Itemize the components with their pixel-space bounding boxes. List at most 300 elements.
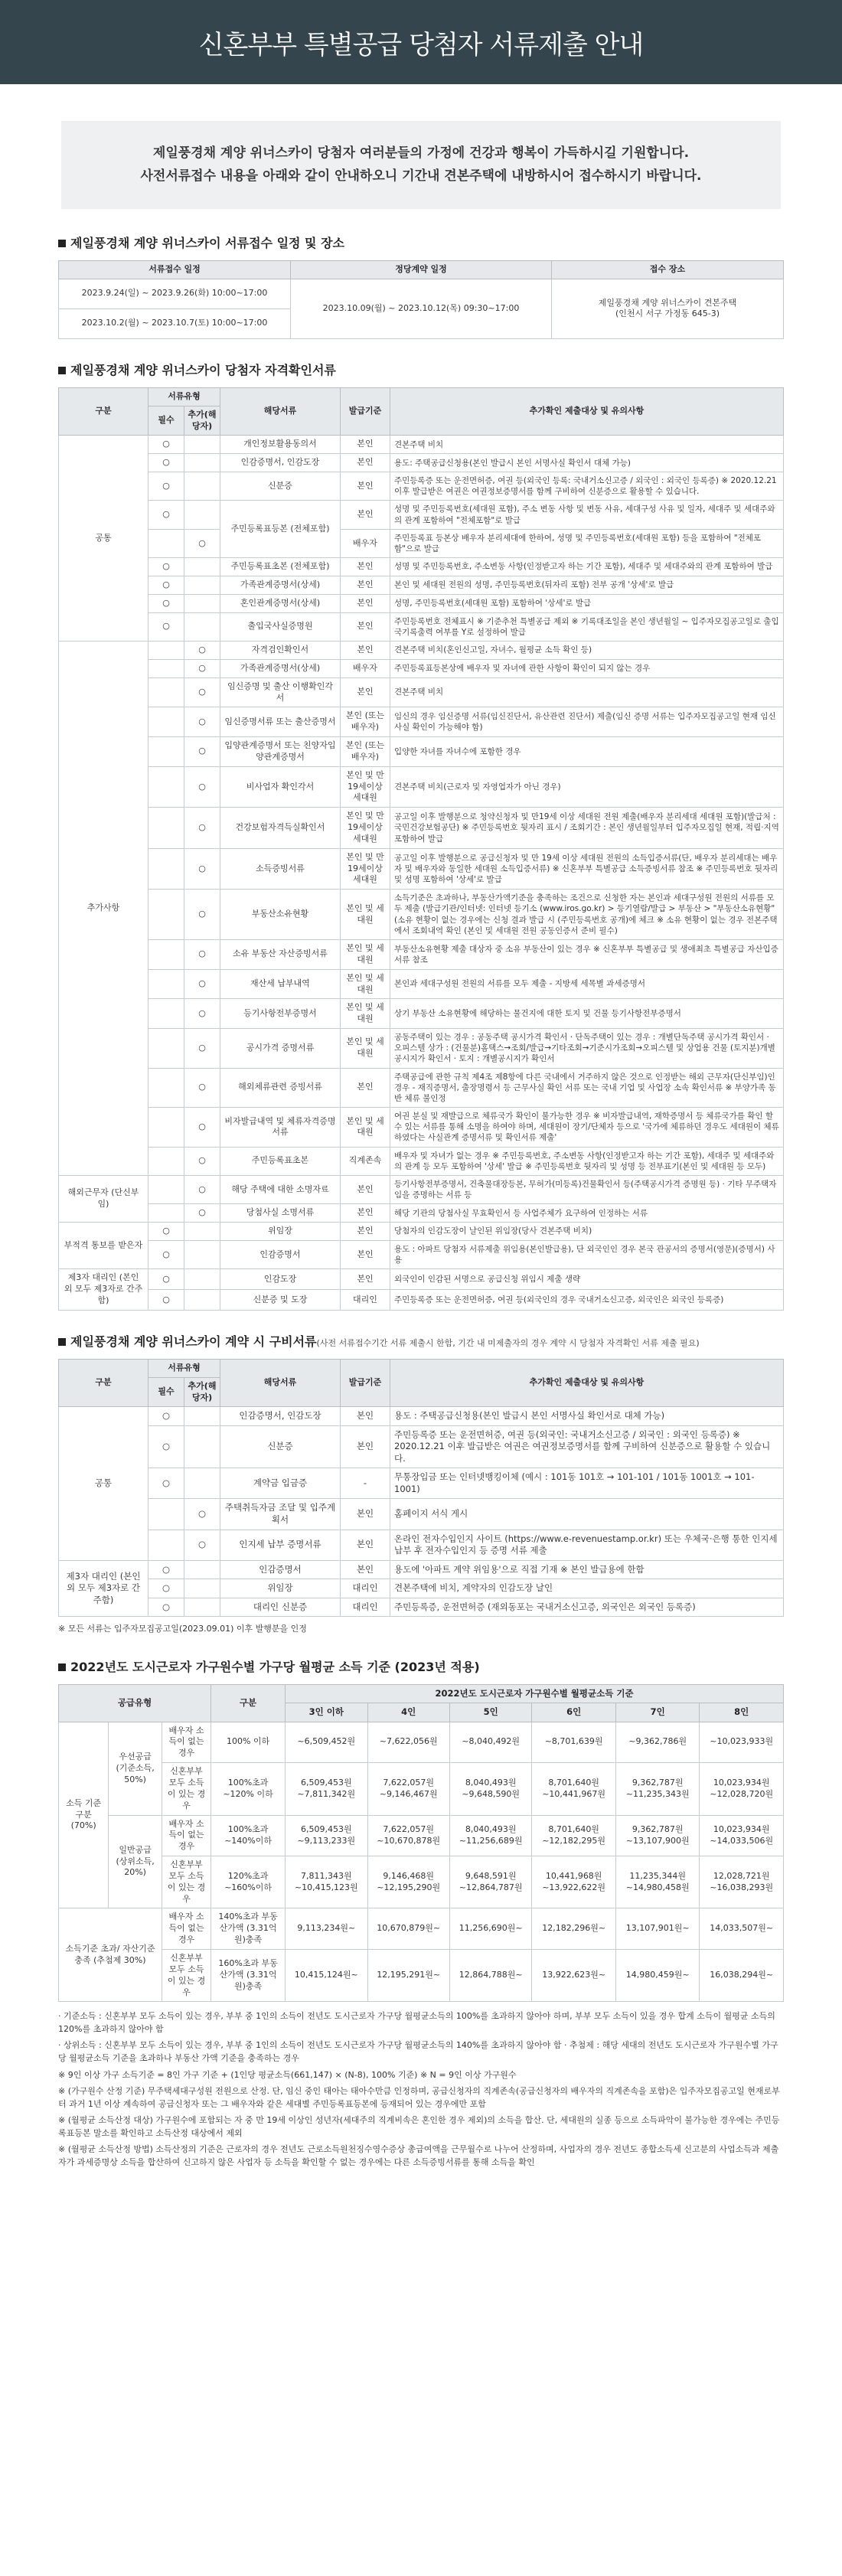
place-line: 제일풍경채 계양 위너스카이 견본주택 xyxy=(598,297,737,308)
required-mark xyxy=(148,529,184,557)
condition-cell: 배우자 소득이 없는 경우 xyxy=(162,1815,210,1856)
issue-basis: 본인 xyxy=(341,1269,390,1290)
required-mark xyxy=(148,1175,184,1203)
note-cell: 견본주택 비치 xyxy=(390,436,784,454)
col-header: 서류유형 xyxy=(148,387,220,406)
col-header: 공급유형 xyxy=(59,1684,211,1722)
document-name: 혼인관계증명서(상세) xyxy=(220,594,341,612)
optional-mark xyxy=(184,612,220,641)
col-subheader: 필수 xyxy=(148,1377,184,1407)
col-header: 정당계약 일정 xyxy=(291,261,552,279)
optional-mark: ○ xyxy=(184,766,220,808)
optional-mark xyxy=(184,472,220,501)
table-row xyxy=(59,1815,784,1856)
income-value: ~7,622,056원 xyxy=(367,1722,449,1763)
schedule-cell: 2023.9.24(일) ~ 2023.9.26(화) 10:00~17:00 xyxy=(59,279,291,309)
issue-basis: 본인 xyxy=(341,1407,390,1426)
optional-mark: ○ xyxy=(184,529,220,557)
col-subheader: 추가(해당자) xyxy=(184,406,220,436)
note-cell: 견본주택 비치 xyxy=(390,677,784,707)
document-name: 인지세 납부 증명서류 xyxy=(220,1530,341,1560)
required-mark xyxy=(148,1204,184,1223)
issue-basis: 본인 및 만 19세이상 세대원 xyxy=(341,808,390,849)
percent-cell: 120%초과~160%이하 xyxy=(211,1856,286,1908)
optional-mark: ○ xyxy=(184,848,220,890)
issue-basis: 본인 xyxy=(341,1240,390,1268)
document-name: 재산세 납부내역 xyxy=(220,969,341,999)
group-cell: 제3자 대리인 (본인 외 모두 제3자로 간주함) xyxy=(59,1269,148,1311)
optional-mark xyxy=(184,594,220,612)
note-cell: 주민등록증 또는 운전면허증, 여권 등(외국인 등록: 국내거소신고증 / 외국인 : 외국인 등록증) ※ 2020.12.21 이후 발급받은 여권은 여권정보증명서를 함께 구비하여 신분증으로 활용할 수 있습니다. xyxy=(390,472,784,501)
issue-basis: 대리인 xyxy=(341,1598,390,1617)
income-value: ~8,040,492원 xyxy=(449,1722,531,1763)
note-cell: 공고일 이후 발행분으로 공급신청자 및 만 19세 이상 세대원 전원의 소득입증서류(단, 배우자 분리세대는 배우자 및 배우자와 동일한 세대원 소득입증서류) ※ 신혼부부 특별공급 소득증빙서류 참조 ※ 주민등록번호 뒷자리 및 성명 포함하여 '상세'로 발급 xyxy=(390,848,784,890)
required-mark xyxy=(148,1530,184,1560)
income-value: 12,182,296원~ xyxy=(532,1908,616,1950)
optional-mark xyxy=(184,1468,220,1499)
note-cell: 성명 및 주민등록번호, 주소변동 사항(인정받고자 하는 기간 포함), 세대주 및 세대주와의 관계 포함하여 발급 xyxy=(390,558,784,576)
required-mark: ○ xyxy=(148,594,184,612)
section-title-text: 제일풍경채 계양 위너스카이 서류접수 일정 및 장소 xyxy=(70,236,344,250)
required-mark: ○ xyxy=(148,1425,184,1468)
issue-basis: 본인 xyxy=(341,501,390,529)
household-size-header: 8인 xyxy=(700,1703,784,1722)
income-value: ~10,023,933원 xyxy=(700,1722,784,1763)
note-cell: 당첨자의 인감도장이 날인된 위임장(당사 견본주택 비치) xyxy=(390,1223,784,1241)
income-note: ※ (가구원수 산정 기준) 무주택세대구성원 전원으로 산정. 단, 임신 중인 태아는 태아수만큼 인정하며, 공급신청자의 직계존속(공급신청자의 배우자의 직계존속을 포함)은 입주자모집공고일 현재로부터 과거 1년 이상 계속하여 공급신청자 또는 그 배우자와 같은 세대별 주민등록표등본에 등재되어 있는 경우에만 포함 xyxy=(58,2085,780,2109)
col-header: 추가확인 제출대상 및 유의사항 xyxy=(390,1359,784,1407)
income-note: ※ (월평균 소득산정 방법) 소득산정의 기준은 근로자의 경우 전년도 근로소득원천징수영수증상 총급여액을 근무월수로 나누어 산정하며, 사업자의 경우 전년도 종합소득세 신고분의 사업소득과 제출자가 과세증명상 소득을 합산하여 신고하지 않은 사업자 등 소득을 확인할 수 없는 경우에는 다른 소득증빙서류를 통해 소득을 확인 xyxy=(58,2143,779,2167)
note-cell: 여권 분실 및 재발급으로 체류국가 확인이 불가능한 경우 ※ 비자발급내역, 재학증명서 등 체류국가를 확인 할 수 있는 서류를 통해 소명을 하여야 하며, 세대원이 장기/단체자 등으로 '국가에 체류하던 경우도 세대원이 체류하였다는 사실관계 증명서류 및 확인서류 제출' xyxy=(390,1108,784,1148)
table-row xyxy=(59,436,784,454)
note-cell: 입양한 자녀를 자녀수에 포함한 경우 xyxy=(390,737,784,767)
document-name: 부동산소유현황 xyxy=(220,890,341,940)
document-name: 임신증명서류 또는 출산증명서 xyxy=(220,707,341,737)
note-cell: 홈페이지 서식 게시 xyxy=(390,1499,784,1530)
required-mark xyxy=(148,766,184,808)
note-cell: 성명 및 주민등록번호(세대원 포함), 주소 변동 사항 및 변동 사유, 세대구성 사유 및 일자, 세대주 및 세대주와의 관계 포함하여 "전체포함"로 발급 xyxy=(390,501,784,529)
note-cell: 공고일 이후 발행분으로 청약신청자 및 만19세 이상 세대원 전원 제출(배우자 분리세대 세대원 포함)(발급처 : 국민건강보험공단) ※ 주민등록번호 뒷자리 표시 / 조회기간 : 본인 생년월일부터 입주자모집일 현재, 적립·지역 포함하여 발급 xyxy=(390,808,784,849)
income-value: 9,362,787원 ~13,107,900원 xyxy=(615,1815,700,1856)
table-row xyxy=(59,1290,784,1311)
supply-subtype: 일반공급 (상위소득, 20%) xyxy=(109,1815,162,1908)
household-size-header: 3인 이하 xyxy=(286,1703,367,1722)
note-cell: 용도: 주택공급신청용(본인 발급시 본인 서명사실 확인서 대체 가능) xyxy=(390,454,784,472)
condition-cell: 신혼부부 모두 소득이 있는 경우 xyxy=(162,1856,210,1908)
required-mark xyxy=(148,707,184,737)
document-name: 공시가격 증명서류 xyxy=(220,1029,341,1069)
income-value: ~9,362,786원 xyxy=(615,1722,700,1763)
required-mark xyxy=(148,677,184,707)
intro-line: 제일풍경채 계양 위너스카이 당첨자 여러분들의 가정에 건강과 행복이 가득하시길 기원합니다. xyxy=(152,145,690,161)
document-name: 비사업자 확인각서 xyxy=(220,766,341,808)
table-row xyxy=(59,890,784,940)
document-name: 건강보험자격득실확인서 xyxy=(220,808,341,849)
issue-basis: 본인 xyxy=(341,1204,390,1223)
section-title xyxy=(58,233,784,251)
issue-basis: 본인 xyxy=(341,1499,390,1530)
required-mark xyxy=(148,1108,184,1148)
required-mark: ○ xyxy=(148,576,184,594)
optional-mark xyxy=(184,1598,220,1617)
group-cell: 공통 xyxy=(59,436,148,642)
col-header: 구분 xyxy=(59,1359,148,1407)
optional-mark xyxy=(184,1240,220,1268)
supply-subtype: 우선공급 (기준소득, 50%) xyxy=(109,1722,162,1815)
issue-basis: 본인 xyxy=(341,641,390,659)
optional-mark: ○ xyxy=(184,940,220,970)
table-row xyxy=(59,1223,784,1241)
document-name: 소유 부동산 자산증빙서류 xyxy=(220,940,341,970)
document-name: 인감증명서, 인감도장 xyxy=(220,1407,341,1426)
income-value: 11,256,690원~ xyxy=(449,1908,531,1950)
optional-mark: ○ xyxy=(184,808,220,849)
required-mark xyxy=(148,1147,184,1175)
required-mark: ○ xyxy=(148,454,184,472)
qualification-docs-table xyxy=(58,387,784,1311)
required-mark: ○ xyxy=(148,1598,184,1617)
col-header: 발급기준 xyxy=(341,1359,390,1407)
document-name: 대리인 신분증 xyxy=(220,1598,341,1617)
income-note: ※ 9인 이상 가구 소득기준 = 8인 가구 기준 + (1인당 평균소득(661,147) × (N-8), 100% 기준) ※ N = 9인 이상 가구원수 xyxy=(58,2069,517,2080)
issue-basis: 본인 xyxy=(341,436,390,454)
percent-cell: 100%초과~140%이하 xyxy=(211,1815,286,1856)
table-row xyxy=(59,848,784,890)
contract-docs-section xyxy=(58,1332,784,1636)
col-subheader: 필수 xyxy=(148,406,184,436)
contract-cell: 2023.10.09(월) ~ 2023.10.12(목) 09:30~17:00 xyxy=(291,279,552,338)
table-row xyxy=(59,677,784,707)
issue-basis: 본인 xyxy=(341,1530,390,1560)
required-mark xyxy=(148,999,184,1029)
table-row xyxy=(59,707,784,737)
table-row xyxy=(59,940,784,970)
income-value: 10,415,124원~ xyxy=(286,1949,367,2001)
optional-mark xyxy=(184,1290,220,1311)
table-row xyxy=(59,1763,784,1815)
document-name: 위임장 xyxy=(220,1579,341,1598)
optional-mark xyxy=(184,558,220,576)
optional-mark xyxy=(184,1560,220,1579)
col-header: 서류접수 일정 xyxy=(59,261,291,279)
table-row xyxy=(59,1147,784,1175)
document-name: 소득증빙서류 xyxy=(220,848,341,890)
table-row xyxy=(59,1269,784,1290)
col-header: 서류유형 xyxy=(148,1359,220,1377)
issue-basis: 본인 및 만 19세이상 세대원 xyxy=(341,848,390,890)
table-row xyxy=(59,1204,784,1223)
document-name: 신분증 xyxy=(220,1425,341,1468)
note-cell: 본인 및 세대원 전원의 성명, 주민등록번호(뒤자리 포함) 전부 공개 '상세'로 발급 xyxy=(390,576,784,594)
table-row xyxy=(59,1029,784,1069)
footnote: ※ 모든 서류는 입주자모집공고일(2023.09.01) 이후 발행분을 인정 xyxy=(58,1624,307,1634)
income-value: 7,811,343원 ~10,415,123원 xyxy=(286,1856,367,1908)
income-value: 8,701,640원 ~10,441,967원 xyxy=(532,1763,616,1815)
document-name: 인감증명서 xyxy=(220,1240,341,1268)
issue-basis: 본인 xyxy=(341,1223,390,1241)
required-mark: ○ xyxy=(148,1468,184,1499)
optional-mark: ○ xyxy=(184,1108,220,1148)
income-value: 13,922,623원~ xyxy=(532,1949,616,2001)
optional-mark xyxy=(184,576,220,594)
issue-basis: 본인 xyxy=(341,1068,390,1108)
required-mark xyxy=(148,808,184,849)
required-mark xyxy=(148,659,184,677)
condition-cell: 배우자 소득이 없는 경우 xyxy=(162,1722,210,1763)
optional-mark: ○ xyxy=(184,707,220,737)
section-title-text: 제일풍경채 계양 위너스카이 당첨자 자격확인서류 xyxy=(70,362,336,377)
note-cell: 용도에 '아파트 계약 위임용'으로 직접 기재 ※ 본인 발급용에 한함 xyxy=(390,1560,784,1579)
section-title xyxy=(58,1657,784,1675)
percent-cell: 140%초과 부동산가액 (3.31억원)충족 xyxy=(211,1908,286,1950)
page-header xyxy=(0,0,842,84)
table-row xyxy=(59,1175,784,1203)
note-cell: 견본주택 비치(근로자 및 자영업자가 아닌 경우) xyxy=(390,766,784,808)
table-row xyxy=(59,1108,784,1148)
table-row xyxy=(59,558,784,576)
table-row xyxy=(59,576,784,594)
optional-mark xyxy=(184,1425,220,1468)
note-cell: 용도 : 아파트 당첨자 서류제출 위임용(본인발급용), 단 외국인인 경우 본국 관공서의 증명서(영문)(증명서) 사용 xyxy=(390,1240,784,1268)
income-value: 14,980,459원~ xyxy=(615,1949,700,2001)
optional-mark: ○ xyxy=(184,1530,220,1560)
income-value: 8,701,640원 ~12,182,295원 xyxy=(532,1815,616,1856)
table-row xyxy=(59,529,784,557)
document-name: 임신증명 및 출산 이행확인각서 xyxy=(220,677,341,707)
note-cell: 임신의 경우 임신증명 서류(임신진단서, 유산관련 진단서) 제출(임신 증명 서류는 입주자모집공고일 현재 임신사실 확인이 가능해야 함) xyxy=(390,707,784,737)
income-value: 10,023,934원 ~12,028,720원 xyxy=(700,1763,784,1815)
note-cell: 견본주택 비치(혼인신고일, 자녀수, 월평균 소득 확인 등) xyxy=(390,641,784,659)
table-row xyxy=(59,808,784,849)
intro-line: 사전서류접수 내용을 아래와 같이 안내하오니 기간내 견본주택에 내방하시어 접수하시기 바랍니다. xyxy=(140,168,702,184)
note-cell: 주민등록증 또는 운전면허증, 여권 등(외국인의 경우 국내거소신고증, 외국인은 외국인 등록증) xyxy=(390,1290,784,1311)
income-value: ~8,701,639원 xyxy=(532,1722,616,1763)
note-cell: 소득기준은 초과하나, 부동산가액기준을 충족하는 조건으로 신청한 자는 본인과 세대구성원 전원의 서류를 모두 제출 (발급기관/인터넷: 인터넷 등기소 (www.iros.go.kr) > 등기열람/발급 > 부동산 > "부동산소유현황"(소유 현황이 없는 경우에는 신청 결과 발급 시 (주민등록번호 공개)에 체크 ※ 소유 현황이 없는 경우 전본주택에서 조회내역 확인 (본인 및 세대원 전원 공동인증서 준비 필수) xyxy=(390,890,784,940)
required-mark: ○ xyxy=(148,558,184,576)
table-row xyxy=(59,472,784,501)
condition-cell: 배우자 소득이 없는 경우 xyxy=(162,1908,210,1950)
table-row xyxy=(59,1722,784,1763)
table-row xyxy=(59,594,784,612)
issue-basis: 본인 xyxy=(341,677,390,707)
note-cell: 성명, 주민등록번호(세대원 포함) 포함하여 '상세'로 발급 xyxy=(390,594,784,612)
note-cell: 외국인이 인감된 서명으로 공급신청 위임시 제출 생략 xyxy=(390,1269,784,1290)
note-cell: 무통장입금 또는 인터넷뱅킹이체 (예시 : 101동 101호 → 101-101 / 101동 1001호 → 101-1001) xyxy=(390,1468,784,1499)
table-row xyxy=(59,641,784,659)
table-row xyxy=(59,1949,784,2001)
optional-mark: ○ xyxy=(184,1147,220,1175)
income-value: 14,033,507원~ xyxy=(700,1908,784,1950)
table-row xyxy=(59,1530,784,1560)
issue-basis: 본인 xyxy=(341,1425,390,1468)
issue-basis: 본인 (또는 배우자) xyxy=(341,737,390,767)
square-bullet-icon xyxy=(58,1663,66,1671)
required-mark: ○ xyxy=(148,1223,184,1241)
household-size-header: 4인 xyxy=(367,1703,449,1722)
required-mark xyxy=(148,890,184,940)
issue-basis: 본인 xyxy=(341,472,390,501)
section-title-text: 제일풍경채 계양 위너스카이 계약 시 구비서류 xyxy=(70,1334,317,1349)
section-title xyxy=(58,361,784,378)
income-value: 9,113,234원~ xyxy=(286,1908,367,1950)
optional-mark xyxy=(184,1407,220,1426)
income-value: 12,195,291원~ xyxy=(367,1949,449,2001)
optional-mark: ○ xyxy=(184,677,220,707)
document-name: 주민등록표등본 (전체포함) xyxy=(220,501,341,558)
income-value: 11,235,344원 ~14,980,458원 xyxy=(615,1856,700,1908)
page-title: 신혼부부 특별공급 당첨자 서류제출 안내 xyxy=(198,29,644,60)
col-header: 해당서류 xyxy=(220,1359,341,1407)
optional-mark xyxy=(184,436,220,454)
optional-mark: ○ xyxy=(184,659,220,677)
optional-mark: ○ xyxy=(184,1175,220,1203)
optional-mark: ○ xyxy=(184,969,220,999)
optional-mark: ○ xyxy=(184,1204,220,1223)
note-cell: 주택공급에 관한 규칙 제4조 제8항에 다른 국내에서 거주하지 않은 것으로 인정받는 해외 근무자(단신부임)인 경우 - 재직증명서, 출장명령서 등 근무사실 확인 서류 또는 국내 기업 및 사업장 소속 확인서류 ※ 부양가족 동반 체류 불인정 xyxy=(390,1068,784,1108)
table-row xyxy=(59,659,784,677)
income-value: 13,107,901원~ xyxy=(615,1908,700,1950)
document-name: 출입국사실증명원 xyxy=(220,612,341,641)
required-mark: ○ xyxy=(148,1240,184,1268)
issue-basis: 본인 xyxy=(341,1175,390,1203)
document-name: 당첨사실 소명서류 xyxy=(220,1204,341,1223)
issue-basis: 대리인 xyxy=(341,1579,390,1598)
supply-type: 소득기준 초과/ 자산기준 충족 (추첨제 30%) xyxy=(59,1908,162,2002)
income-value: 9,146,468원 ~12,195,290원 xyxy=(367,1856,449,1908)
household-size-header: 6인 xyxy=(532,1703,616,1722)
document-name: 자격검인확인서 xyxy=(220,641,341,659)
table-row xyxy=(59,1425,784,1468)
issue-basis: 직계존속 xyxy=(341,1147,390,1175)
note-cell: 주민등록증 또는 운전면허증, 여권 등(외국인: 국내거소신고증 / 외국인 : 외국인 등록증) ※ 2020.12.21 이후 발급받은 여권은 여권정보증명서를 함께 구비하여 신분증으로 활용할 수 있습니다. xyxy=(390,1425,784,1468)
section-title xyxy=(58,1332,784,1350)
optional-mark xyxy=(184,1223,220,1241)
col-subheader: 추가(해당자) xyxy=(184,1377,220,1407)
income-value: 8,040,493원 ~11,256,689원 xyxy=(449,1815,531,1856)
note-cell: 주민등록표등본상에 배우자 및 자녀에 관한 사항이 확인이 되지 않는 경우 xyxy=(390,659,784,677)
issue-basis: 본인 및 만 19세이상 세대원 xyxy=(341,766,390,808)
optional-mark: ○ xyxy=(184,1499,220,1530)
document-name: 주택취득자금 조달 및 입주계획서 xyxy=(220,1499,341,1530)
income-criteria-table xyxy=(58,1684,784,2003)
document-name: 입양관계증명서 또는 친양자입양관계증명서 xyxy=(220,737,341,767)
note-cell: 공동주택이 있는 경우 : 공동주택 공시가격 확인서 · 단독주택이 있는 경우 : 개별단독주택 공시가격 확인서 · 오피스텔 상가 : (건물분)홈택스→조회/발급→기타조회→기준시가조회→오피스텔 및 상업용 건물 (토지분)개별공시지가 확인서 · 토지 : 개별공시지가 확인서 xyxy=(390,1029,784,1069)
optional-mark: ○ xyxy=(184,890,220,940)
issue-basis: 본인 xyxy=(341,576,390,594)
col-header: 접수 장소 xyxy=(551,261,783,279)
income-note: ※ (월평균 소득산정 대상) 가구원수에 포함되는 자 중 만 19세 이상인 성년자(세대주의 직계비속은 혼인한 경우 제외)의 소득을 합산. 단, 세대원의 실종 등으로 소득파악이 불가능한 경우에는 주민등록표등본 말소를 확인하고 소득산정 대상에서 제외 xyxy=(58,2114,780,2138)
table-row xyxy=(59,737,784,767)
condition-cell: 신혼부부 모두 소득이 있는 경우 xyxy=(162,1949,210,2001)
document-name: 비자발급내역 및 체류자격증명서류 xyxy=(220,1108,341,1148)
income-note: · 기준소득 : 신혼부부 모두 소득이 있는 경우, 부부 중 1인의 소득이 전년도 도시근로자 가구당 월평균소득의 100%를 초과하지 않아야 하며, 부부 모두 소득이 있을 경우 합계 소득이 월평균 소득의 120%를 초과하지 않아야 함 xyxy=(58,2011,775,2035)
table-row xyxy=(59,1598,784,1617)
note-cell: 상기 부동산 소유현황에 해당하는 물건지에 대한 토지 및 건물 등기사항전부증명서 xyxy=(390,999,784,1029)
income-value: 12,028,721원 ~16,038,293원 xyxy=(700,1856,784,1908)
required-mark xyxy=(148,641,184,659)
table-row xyxy=(59,612,784,641)
issue-basis: 본인 및 세대원 xyxy=(341,1029,390,1069)
col-header: 추가확인 제출대상 및 유의사항 xyxy=(390,387,784,436)
document-name: 해외체류관련 증빙서류 xyxy=(220,1068,341,1108)
issue-basis: 본인 (또는 배우자) xyxy=(341,707,390,737)
group-cell: 공통 xyxy=(59,1407,148,1560)
optional-mark xyxy=(184,454,220,472)
required-mark: ○ xyxy=(148,1579,184,1598)
issue-basis: 본인 xyxy=(341,594,390,612)
required-mark: ○ xyxy=(148,1290,184,1311)
note-cell: 견본주택에 비치, 계약자의 인감도장 날인 xyxy=(390,1579,784,1598)
issue-basis: 본인 및 세대원 xyxy=(341,969,390,999)
square-bullet-icon xyxy=(58,367,66,374)
group-cell: 제3자 대리인 (본인 외 모두 제3자로 간주함) xyxy=(59,1560,148,1617)
optional-mark xyxy=(184,1269,220,1290)
percent-cell: 160%초과 부동산가액 (3.31억원)충족 xyxy=(211,1949,286,2001)
schedule-table xyxy=(58,260,784,339)
note-cell: 주민등록표 등본상 배우자 분리세대에 한하여, 성명 및 주민등록번호(세대원 포함) 등을 포함하여 "전체포함"으로 발급 xyxy=(390,529,784,557)
table-row xyxy=(59,454,784,472)
issue-basis: 본인 및 세대원 xyxy=(341,940,390,970)
issue-basis: 본인 xyxy=(341,612,390,641)
table-row xyxy=(59,1560,784,1579)
table-row xyxy=(59,501,784,529)
table-row xyxy=(59,1407,784,1426)
table-row xyxy=(59,1068,784,1108)
condition-cell: 신혼부부 모두 소득이 있는 경우 xyxy=(162,1763,210,1815)
income-value: 6,509,453원 ~7,811,342원 xyxy=(286,1763,367,1815)
square-bullet-icon xyxy=(58,240,66,247)
group-cell: 추가사항 xyxy=(59,641,148,1175)
required-mark: ○ xyxy=(148,1269,184,1290)
col-header: 발급기준 xyxy=(341,387,390,436)
document-name: 개인정보활용동의서 xyxy=(220,436,341,454)
document-name: 신분증 및 도장 xyxy=(220,1290,341,1311)
required-mark: ○ xyxy=(148,1560,184,1579)
income-notes xyxy=(58,2010,784,2169)
income-value: 7,622,057원 ~10,670,878원 xyxy=(367,1815,449,1856)
required-mark xyxy=(148,737,184,767)
intro-box xyxy=(61,121,781,209)
table-row xyxy=(59,1856,784,1908)
income-value: 16,038,294원~ xyxy=(700,1949,784,2001)
income-value: 10,670,879원~ xyxy=(367,1908,449,1950)
note-cell: 용도 : 주택공급신청용(본인 발급시 본인 서명사실 확인서로 대체 가능) xyxy=(390,1407,784,1426)
income-value: 6,509,453원 ~9,113,233원 xyxy=(286,1815,367,1856)
optional-mark: ○ xyxy=(184,1068,220,1108)
issue-basis: 본인 및 세대원 xyxy=(341,1108,390,1148)
schedule-section xyxy=(58,233,784,339)
group-cell: 부적격 통보를 받은자 xyxy=(59,1223,148,1269)
qualification-docs-section xyxy=(58,361,784,1311)
schedule-cell: 2023.10.2(월) ~ 2023.10.7(토) 10:00~17:00 xyxy=(59,309,291,338)
col-header: 구분 xyxy=(211,1684,286,1722)
contract-docs-table xyxy=(58,1359,784,1617)
issue-basis: 배우자 xyxy=(341,529,390,557)
document-name: 해당 주택에 대한 소명자료 xyxy=(220,1175,341,1203)
group-cell: 해외근무자 (단신부임) xyxy=(59,1175,148,1222)
place-cell xyxy=(551,279,783,338)
percent-cell: 100%초과~120% 이하 xyxy=(211,1763,286,1815)
note-cell: 주민등록번호 전체표시 ※ 기준추천 특별공급 제외 ※ 기록대조일을 본인 생년월일 ~ 입주자모집공고일로 출입국기록출력 여부를 Y로 설정하여 발급 xyxy=(390,612,784,641)
document-name: 계약금 입금증 xyxy=(220,1468,341,1499)
required-mark xyxy=(148,1499,184,1530)
note-cell: 배우자 및 자녀가 없는 경우 ※ 주민등록번호, 주소변동 사항(인정받고자 하는 기간 포함), 세대주 및 세대주와의 관계 등 모두 포함하여 '상세' 발급 ※ 주민등록번호 뒷자리 및 성명 등 전부표기(본인 및 세대원 등 모두) xyxy=(390,1147,784,1175)
required-mark: ○ xyxy=(148,436,184,454)
income-criteria-section xyxy=(58,1657,784,2169)
income-value: 12,864,788원~ xyxy=(449,1949,531,2001)
issue-basis: 본인 xyxy=(341,454,390,472)
document-name: 등기사항전부증명서 xyxy=(220,999,341,1029)
